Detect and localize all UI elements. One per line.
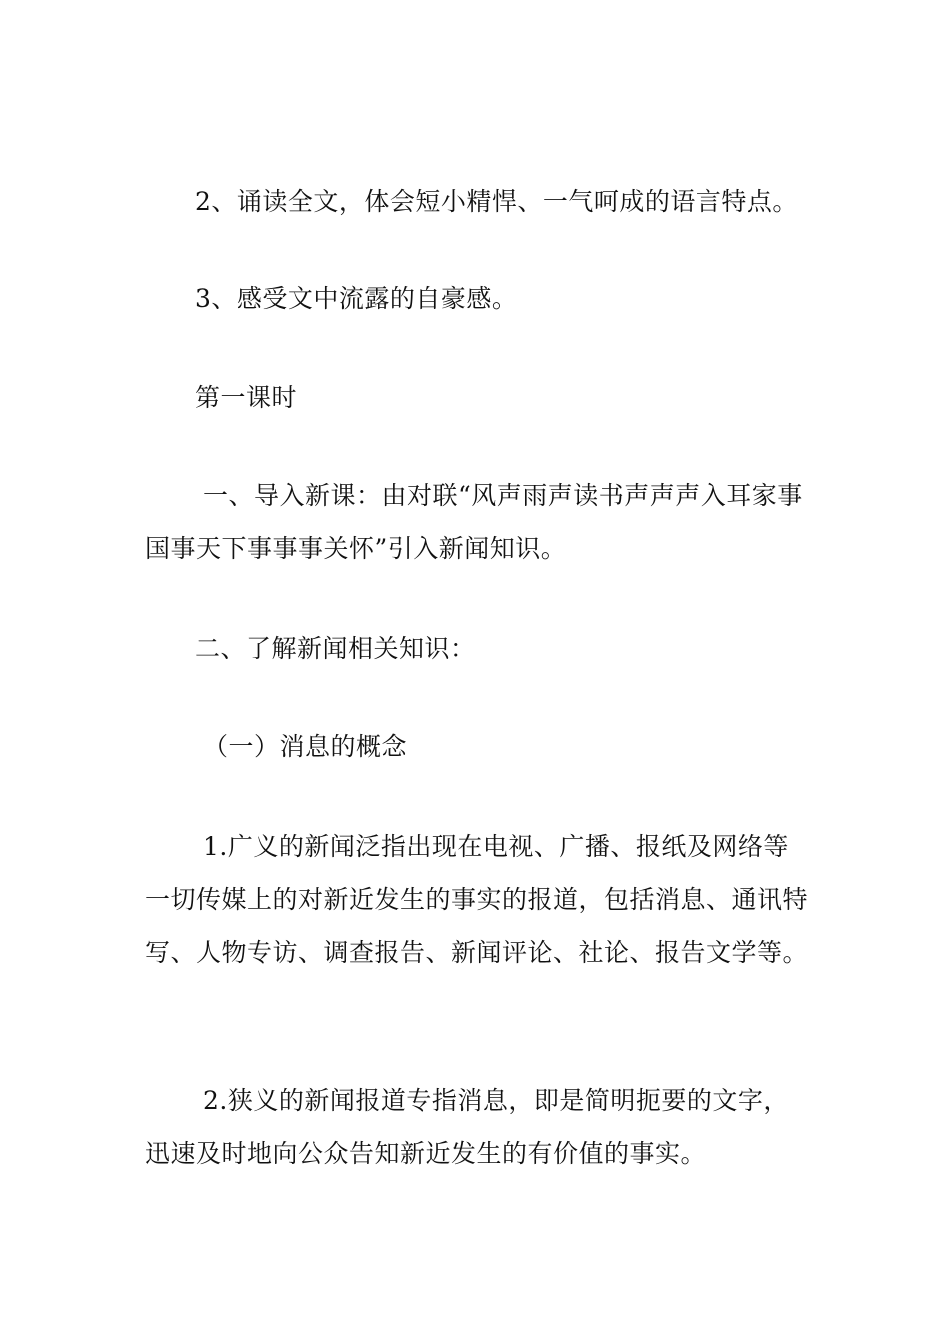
section-2-heading: 二、了解新闻相关知识： xyxy=(195,634,476,663)
objective-2-paragraph: 2、诵读全文，体会短小精悍、一气呵成的语言特点。 xyxy=(195,187,798,216)
lesson-heading: 第一课时 xyxy=(195,383,298,412)
definition-broad-paragraph: 1.广义的新闻泛指出现在电视、广播、报纸及网络等一切传媒上的对新近发生的事实的报道，包括消息、通讯特写、人物专访、调查报告、新闻评论、社论、报告文学等。 xyxy=(145,832,809,967)
subsection-heading: （一）消息的概念 xyxy=(203,732,408,761)
definition-narrow-paragraph: 2.狭义的新闻报道专指消息，即是简明扼要的文字，迅速及时地向公众告知新近发生的有价值的事实。 xyxy=(145,1086,789,1168)
section-1-paragraph: 一、导入新课：由对联“风声雨声读书声声声入耳家事国事天下事事事关怀”引入新闻知识。 xyxy=(145,481,803,563)
objective-3-paragraph: 3、感受文中流露的自豪感。 xyxy=(195,284,518,313)
